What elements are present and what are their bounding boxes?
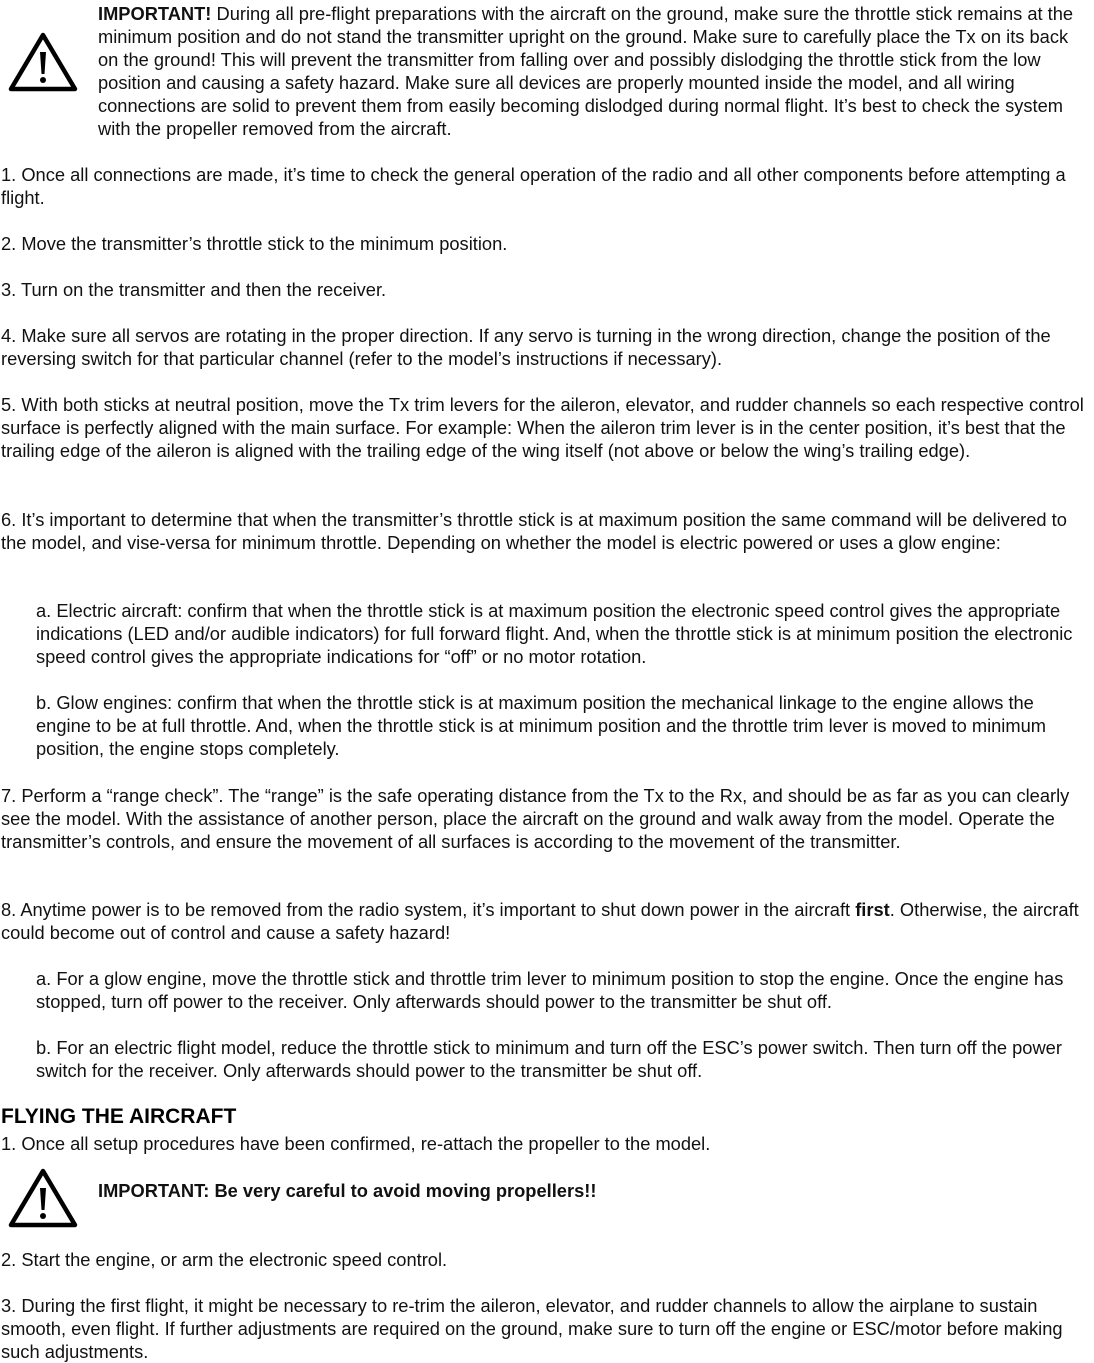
preflight-step-3: 3. Turn on the transmitter and then the receiver. bbox=[1, 279, 387, 300]
flying-step-3: 3. During the first flight, it might be necessary to re-trim the aileron, elevator, and rudder channels to allow the airplane to sustain smooth, even flight. If further adjustments are required on the ground, make sure to turn off the engine or ESC/motor before making such adjustments. bbox=[1, 1295, 1063, 1362]
propeller-warning-text: IMPORTANT: Be very careful to avoid moving propellers!! bbox=[98, 1180, 597, 1201]
warning-text: During all pre-flight preparations with the aircraft on the ground, make sure the throttle stick remains at the minimum position and do not stand the transmitter upright on the ground. Make sure to carefully place the Tx on its back on the ground! This will prevent the transmitter from falling over and possibly dislodging the throttle stick from the low position and causing a safety hazard. Make sure all devices are properly mounted inside the model, and all wiring connections are solid to prevent them from easily becoming dislodged during normal flight. It’s best to check the system with the propeller removed from the aircraft. bbox=[98, 3, 1074, 139]
preflight-step-6: 6. It’s important to determine that when the transmitter’s throttle stick is at maximum position the same command will be delivered to the model, and vise-versa for minimum throttle. Depending on whether the model is electric powered or uses a glow engine: bbox=[1, 509, 1067, 553]
preflight-step-8b: b. For an electric flight model, reduce the throttle stick to minimum and turn off the ESC’s power switch. Then turn off the power switch for the receiver. Only afterwards should power to the transmitter be shut off. bbox=[36, 1037, 1062, 1081]
warning-triangle-icon bbox=[7, 1166, 79, 1230]
preflight-step-8a: a. For a glow engine, move the throttle stick and throttle trim lever to minimum position to stop the engine. Once the engine has stopped, turn off power to the receiver. Only afterwards should power to the transmitter be shut off. bbox=[36, 968, 1064, 1012]
step-8-text-end: . Otherwise, the aircraft could become out of control and cause a safety hazard! bbox=[1, 899, 1079, 943]
warning-label: IMPORTANT! bbox=[98, 3, 212, 24]
preflight-step-6a: a. Electric aircraft: confirm that when the throttle stick is at maximum position the electronic speed control gives the appropriate indications (LED and/or audible indicators) for full forward flight. And, when the throttle stick is at minimum position the electronic speed control gives the appropriate indications for “off” or no motor rotation. bbox=[36, 600, 1073, 667]
preflight-step-2: 2. Move the transmitter’s throttle stick to the minimum position. bbox=[1, 233, 508, 254]
step-8-text-start: 8. Anytime power is to be removed from the radio system, it’s important to shut down power in the aircraft bbox=[1, 899, 851, 920]
warning-triangle-icon bbox=[7, 30, 79, 94]
preflight-step-7: 7. Perform a “range check”. The “range” is the safe operating distance from the Tx to the Rx, and should be as far as you can clearly see the model. With the assistance of another person, place the aircraft on the ground and walk away from the model. Operate the transmitter’s controls, and ensure the movement of all surfaces is according to the movement of the transmitter. bbox=[1, 785, 1070, 852]
section-heading: FLYING THE AIRCRAFT bbox=[1, 1105, 237, 1128]
preflight-step-6b: b. Glow engines: confirm that when the throttle stick is at maximum position the mechanical linkage to the engine allows the engine to be at full throttle. And, when the throttle stick is at minimum position and the throttle trim lever is moved to minimum position, the engine stops completely. bbox=[36, 692, 1046, 759]
flying-step-2: 2. Start the engine, or arm the electronic speed control. bbox=[1, 1249, 448, 1270]
step-8-emphasis: first bbox=[855, 899, 890, 920]
preflight-step-5: 5. With both sticks at neutral position, move the Tx trim levers for the aileron, elevator, and rudder channels so each respective control surface is perfectly aligned with the main surface. For example: When the aileron trim lever is in the center position, it’s best that the trailing edge of the aileron is aligned with the trailing edge of the wing itself (not above or below the wing’s trailing edge). bbox=[1, 394, 1084, 461]
preflight-step-4: 4. Make sure all servos are rotating in the proper direction. If any servo is turning in the wrong direction, change the position of the reversing switch for that particular channel (refer to the model’s instructions if necessary). bbox=[1, 325, 1051, 369]
warning-paragraph bbox=[98, 2, 1086, 140]
flying-step-1: 1. Once all setup procedures have been confirmed, re-attach the propeller to the model. bbox=[1, 1133, 711, 1154]
preflight-step-1: 1. Once all connections are made, it’s time to check the general operation of the radio and all other components before attempting a flight. bbox=[1, 164, 1066, 208]
preflight-step-8 bbox=[1, 898, 1086, 944]
